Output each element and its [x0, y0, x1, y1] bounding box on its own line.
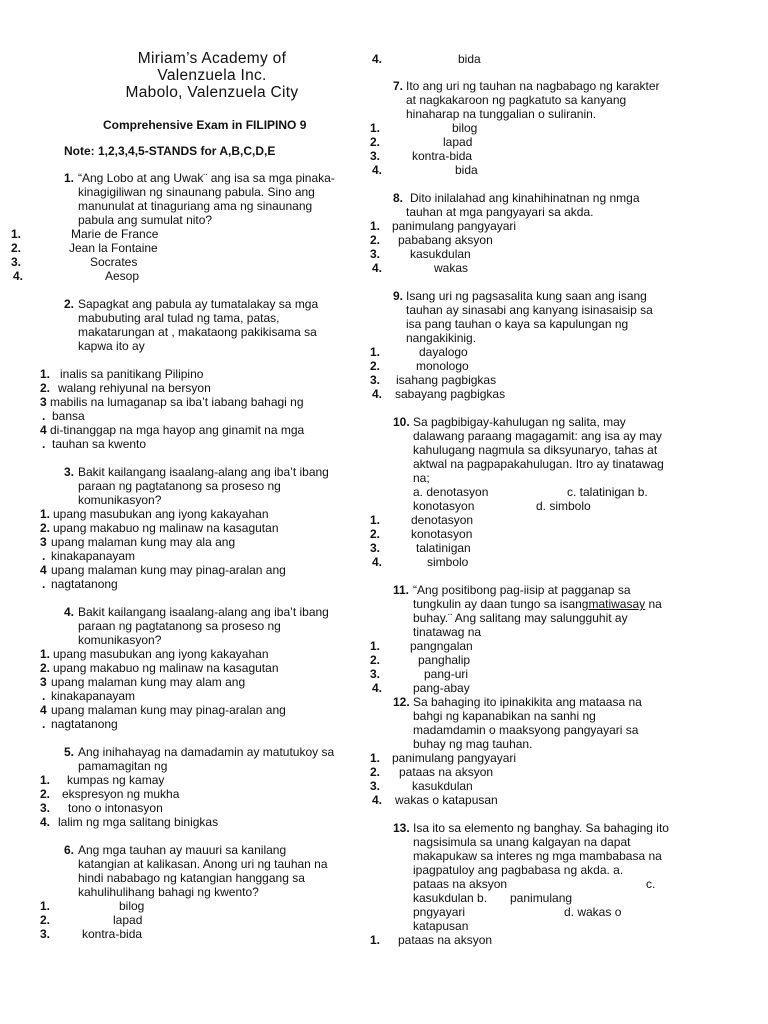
question-text-line: paraan ng pagtatanong sa proseso ng	[78, 479, 281, 493]
choice-text: d. wakas o	[564, 905, 622, 919]
question-number: 11.	[393, 583, 410, 597]
question-number: 6.	[64, 843, 75, 857]
option: 2. upang makabuo ng malinaw na kasagutan	[40, 661, 279, 675]
underlined-word: matiwasay	[588, 597, 646, 611]
question-text-line: makapukaw sa interes ng mga mambabasa na	[413, 849, 662, 863]
option: 3. talatinigan	[370, 541, 471, 555]
option: 2. lapad	[370, 135, 473, 149]
option: 1. panimulang pangyayari	[370, 219, 517, 233]
option: 3 upang malaman kung may alam ang	[40, 675, 246, 689]
option: 2. konotasyon	[370, 527, 473, 541]
option: 4. wakas o katapusan	[372, 793, 498, 807]
choice-text: katapusan	[413, 919, 469, 933]
option: 4 upang malaman kung may pinag-aralan ang	[40, 703, 286, 717]
question-text-line: buhay ng mag tauhan.	[413, 737, 533, 751]
option: 3. kasukdulan	[370, 779, 473, 793]
school-name-line2: Valenzuela Inc.	[157, 67, 267, 84]
option: 3. Socrates	[11, 255, 138, 269]
question-number: 9.	[393, 289, 404, 303]
option: 1. pangngalan	[370, 639, 473, 653]
option: 1. bilog	[40, 899, 145, 913]
question-number: 10.	[393, 415, 410, 429]
option: 1. kumpas ng kamay	[40, 773, 165, 787]
question-text-line: Ang inihahayag na damadamin ay matutukoy sa	[78, 745, 335, 759]
school-name-line1: Miriam’s Academy of	[137, 50, 287, 67]
question-number: 3.	[64, 465, 75, 479]
option: 3 mabilis na lumaganap sa iba’t iabang bahagi ng	[40, 395, 304, 409]
choice-text: panimulang	[510, 891, 573, 905]
question-text-line: Ang mga tauhan ay mauuri sa kanilang	[78, 843, 287, 857]
option: 1. upang masubukan ang iyong kakayahan	[40, 507, 269, 521]
question-text-line: Sapagkat ang pabula ay tumatalakay sa mga	[78, 297, 319, 311]
option: 2. monologo	[370, 359, 469, 373]
question-number: 13.	[393, 821, 410, 835]
question-text-line: Isang uri ng pagsasalita kung saan ang isang	[406, 289, 647, 303]
choice-text: a. denotasyon	[413, 485, 489, 499]
question-text-line: ipagpatuloy ang pagbabasa ng akda. a.	[413, 863, 624, 877]
option: 4. sabayang pagbigkas	[372, 387, 506, 401]
choice-text: d. simbolo	[536, 499, 591, 513]
question-text-line: dalawang paraang magagamit: ang isa ay may	[413, 429, 662, 443]
choice-text: konotasyon	[413, 499, 475, 513]
option: 1. Marie de France	[11, 227, 159, 241]
option: 1. panimulang pangyayari	[370, 751, 517, 765]
question-text-line: kahulihulihang bahagi ng kwento?	[78, 885, 259, 899]
choice-text: c. talatinigan b.	[567, 485, 648, 499]
option: . kinakapanayam	[42, 549, 136, 563]
question-number: 7.	[393, 79, 404, 93]
question-text-line: Bakit kailangang isaalang-alang ang iba’t ibang	[78, 605, 329, 619]
choice-text: kasukdulan b.	[413, 891, 488, 905]
question-number: 8.	[393, 191, 404, 205]
question-text-line: Isa ito sa elemento ng banghay. Sa bahaging ito	[413, 821, 669, 835]
question-text-line: nangakikinig.	[406, 331, 477, 345]
option: 2. pataas na aksyon	[370, 765, 494, 779]
question-text-line: mabubuting aral tulad ng tama, patas,	[78, 311, 280, 325]
question-text-line: paraan ng pagtatanong sa proseso ng	[78, 619, 281, 633]
option: 4. wakas	[372, 261, 469, 275]
question-text-line: Dito inilalahad ang kinahihinatnan ng nmga	[410, 191, 640, 205]
question-text-line: nagsisimula sa unang kalgayan na dapat	[413, 835, 631, 849]
option: 2. walang rehiyunal na bersyon	[40, 381, 211, 395]
question-text-line: hinaharap na tunggalian o suliranin.	[406, 107, 597, 121]
option: 4 di-tinanggap na mga hayop ang ginamit na mga	[40, 423, 305, 437]
option: 2. pababang aksyon	[370, 233, 493, 247]
option: . nagtatanong	[42, 717, 118, 731]
choice-text: c.	[646, 877, 656, 891]
option: 3 upang malaman kung may ala ang	[40, 535, 236, 549]
question-number: 2.	[64, 297, 75, 311]
option: 1. denotasyon	[370, 513, 474, 527]
question-text-line: at nagkakaroon ng pagkatuto sa kanyang	[406, 93, 627, 107]
question-text-line: hindi nababago ng katangian hanggang sa	[78, 871, 305, 885]
choice-text: pataas na aksyon	[413, 877, 508, 891]
option: 4. pang-abay	[372, 681, 470, 695]
question-text-line: Bakit kailangang isaalang-alang ang iba’t ibang	[78, 465, 329, 479]
question-text-line: komunikasyon?	[78, 493, 162, 507]
question-text-line: tinatawag na	[413, 625, 482, 639]
question-number: 12.	[393, 695, 410, 709]
option: 1. bilog	[370, 121, 478, 135]
question-text-line: tungkulin ay daan tungo sa isangmatiwasay na	[413, 597, 662, 611]
option: 3. kontra-bida	[40, 927, 143, 941]
option: 2. panghalip	[370, 653, 471, 667]
question-text-line: bahgi ng kapanabikan na sanhi ng	[413, 709, 596, 723]
option: . nagtatanong	[42, 577, 118, 591]
option: 2. upang makabuo ng malinaw na kasagutan	[40, 521, 279, 535]
question-number: 1.	[64, 171, 75, 185]
option: 2. ekspresyon ng mukha	[40, 787, 180, 801]
question-text-line: pamamagitan ng	[78, 759, 168, 773]
question-text-line: kahulugang nagmula sa diksyunaryo, tahas at	[413, 443, 658, 457]
question-text-line: Sa bahaging ito ipinakikita ang mataasa na	[413, 695, 642, 709]
option: 4. simbolo	[372, 555, 469, 569]
question-text-line: Sa pagbibigay-kahulugan ng salita, may	[413, 415, 626, 429]
question-text-line: “Ang positibong pag-iisip at pagganap sa	[413, 583, 631, 597]
option: 2. Jean la Fontaine	[11, 241, 158, 255]
option: 4. bida	[372, 52, 481, 66]
question-text-line: Ito ang uri ng tauhan na nagbabago ng karakter	[406, 79, 660, 93]
school-address: Mabolo, Valenzuela City	[125, 84, 299, 101]
question-text-line: tauhan at mga pangyayari sa akda.	[406, 205, 594, 219]
option: 4. Aesop	[13, 269, 140, 283]
question-text-line: tauhan ay sinasabi ang kanyang isinasaisip sa	[406, 303, 653, 317]
question-text-line: isa pang tauhan o kaya sa kapulungan ng	[406, 317, 629, 331]
question-text-line: pabula ang sumulat nito?	[78, 213, 213, 227]
option: 4. lalim ng mga salitang binigkas	[40, 815, 219, 829]
option: 4 upang malaman kung may pinag-aralan ang	[40, 563, 286, 577]
choice-text: pngyayari	[413, 905, 466, 919]
option: 4. bida	[372, 163, 478, 177]
question-text-line: kinagigiliwan ng sinaunang pabula. Sino ang	[78, 185, 315, 199]
option: 2. lapad	[40, 913, 143, 927]
option: 3. kasukdulan	[370, 247, 471, 261]
option: . bansa	[42, 409, 85, 423]
question-number: 5.	[64, 745, 75, 759]
option: 1. upang masubukan ang iyong kakayahan	[40, 647, 269, 661]
question-text-line: kapwa ito ay	[78, 339, 145, 353]
question-text-line: katangian at kalikasan. Anong uri ng tauhan na	[78, 857, 328, 871]
question-text-line: aktwal na pagpapakahulugan. Itro ay tinatawag	[413, 457, 664, 471]
exam-title: Comprehensive Exam in FILIPINO 9	[103, 118, 307, 132]
question-text-line: “Ang Lobo at ang Uwak¨ ang isa sa mga pinaka-	[78, 171, 335, 185]
exam-note: Note: 1,2,3,4,5-STANDS for A,B,C,D,E	[64, 144, 276, 158]
option: 1. inalis sa panitikang Pilipino	[40, 367, 204, 381]
option: 3. kontra-bida	[370, 149, 473, 163]
question-text-line: manunulat at tinaguriang ama ng sinaunang	[78, 199, 313, 213]
question-text-line: komunikasyon?	[78, 633, 162, 647]
option: 1. pataas na aksyon	[370, 933, 493, 947]
option: . tauhan sa kwento	[42, 437, 147, 451]
question-text-line: na;	[413, 471, 430, 485]
question-number: 4.	[64, 605, 75, 619]
question-text-line: buhay.¨ Ang salitang may salungguhit ay	[413, 611, 628, 625]
option: . kinakapanayam	[42, 689, 136, 703]
option: 3. tono o intonasyon	[40, 801, 163, 815]
question-text-line: madamdamin o maaksyong pangyayari sa	[413, 723, 639, 737]
option: 3. isahang pagbigkas	[370, 373, 497, 387]
question-text-line: makatarungan at , makataong pakikisama sa	[78, 325, 317, 339]
option: 1. dayalogo	[370, 345, 468, 359]
option: 3. pang-uri	[370, 667, 469, 681]
